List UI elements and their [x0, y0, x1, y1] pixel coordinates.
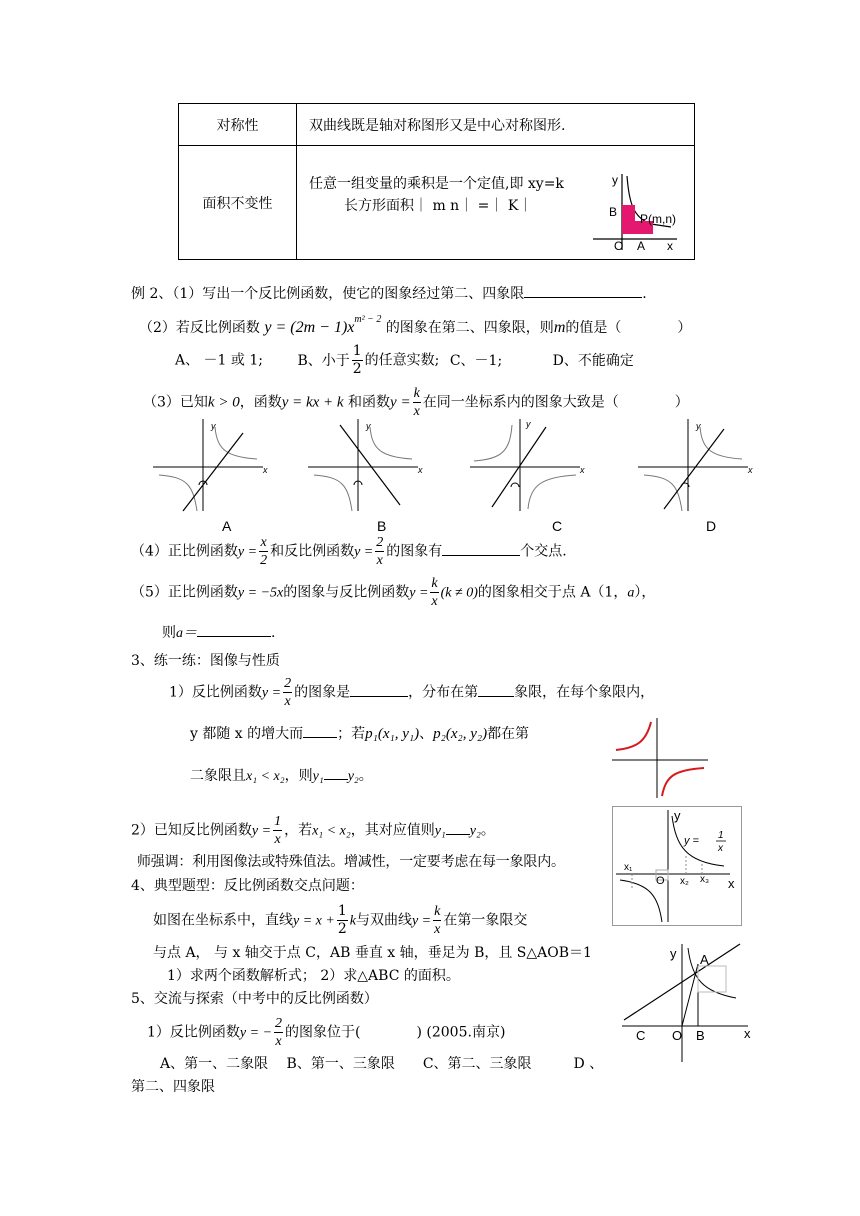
- ex2-q2-opt-b: B、小于: [297, 352, 350, 369]
- s5-q1-y: y = −: [239, 1025, 273, 1041]
- s4-graph-ghost: [698, 966, 726, 992]
- s3-title: 3、练一练：图像与性质: [131, 653, 280, 669]
- s4-l1-n: 1: [337, 903, 347, 919]
- area-fig-y-label: y: [612, 173, 618, 187]
- ex2-title: 例 2、（1）写出一个反比例函数，使它的图象经过第二、四象限: [131, 286, 525, 302]
- s3-p1-cond: x₁ < x₂: [246, 769, 285, 784]
- graph-c-curve-q2: [474, 425, 512, 461]
- ex2-q3-k: k > 0: [207, 394, 240, 411]
- s5-q1-pre: 1）反比例函数: [147, 1024, 240, 1041]
- area-line-2: 长方形面积｜ m n｜ =｜ K｜: [344, 198, 533, 214]
- ex2-q4-n1: x: [260, 535, 267, 550]
- ex2-q2-opt-d: D、不能确定: [552, 352, 634, 369]
- s3-p1-l2c: 都在第: [487, 726, 530, 742]
- area-fig-b-label: B: [609, 205, 618, 219]
- s3-p1-y2: y₂: [347, 769, 359, 784]
- ex2-q2-opt-b-num: 1: [352, 343, 362, 359]
- ex2-q5-mid: 的图象与反比例函数: [283, 584, 410, 601]
- table-content-symmetry: 双曲线既是轴对称图形又是中心对称图形.: [297, 104, 695, 146]
- s3-box-graph: [612, 806, 742, 926]
- s4-l1-f: y = x +: [293, 913, 335, 929]
- graph-label-b: B: [377, 518, 387, 534]
- graph-d-line: [664, 429, 724, 509]
- s3-p2-y2: y₂: [469, 823, 481, 839]
- area-fig-x-label: x: [667, 239, 673, 252]
- s3-p1-d: x: [284, 694, 291, 709]
- ex2-q2-pre: （2）若反比例函数: [139, 320, 260, 336]
- graph-d: [630, 415, 760, 515]
- ex2-q5: [131, 575, 655, 610]
- s5-options-2: 第二、四象限: [131, 1079, 215, 1095]
- ex2-q5-dot: .: [271, 625, 276, 641]
- ex2-q4-tail: 个交点.: [520, 543, 567, 560]
- graph-a-line: [183, 433, 243, 511]
- s4-graph: [620, 940, 760, 1065]
- s3-p1-blank-1: [350, 682, 408, 697]
- area-fig-o-label: O: [614, 239, 624, 252]
- ex2-q5-cond: (k ≠ 0): [440, 585, 478, 601]
- s4-line1: [153, 903, 527, 938]
- s3-box-graph-y: y: [674, 808, 681, 823]
- ex2-q5-end: 的图象相交于点 A（1，: [477, 584, 628, 601]
- svg-text:x: x: [580, 465, 585, 475]
- s4-l1-d: 2: [337, 921, 347, 937]
- s5-q1: [147, 1015, 505, 1050]
- s5-q1-n: 2: [275, 1016, 283, 1031]
- s5-options: A、第一、二象限 B、第一、三象限 C、第二、三象限 D 、: [160, 1056, 604, 1072]
- s3-p1-blank-4: [324, 765, 348, 780]
- svg-text:y: y: [526, 419, 531, 429]
- s3-p2-c: 。: [480, 822, 495, 839]
- s3-p2: [131, 813, 495, 848]
- ex2-q4-d1: 2: [260, 553, 268, 568]
- ex2-q3-f1: y = kx + k: [281, 394, 344, 411]
- s3-red-graph: [610, 716, 710, 800]
- graph-label-a: A: [222, 518, 232, 534]
- s3-p2-cond: x₁ < x₂: [312, 823, 351, 839]
- ex2-q5-then: 则: [162, 625, 176, 641]
- ex2-q2-exponent: m² − 2: [354, 314, 382, 326]
- s3-box-graph-x2: x₂: [680, 876, 689, 887]
- ex2-q2: [139, 314, 692, 337]
- ex2-q2-m: m: [553, 319, 566, 336]
- graph-b-curve-q3: [314, 475, 352, 511]
- ex2-q5-line2: [162, 622, 275, 642]
- ex2-q4-y2: y =: [354, 544, 374, 560]
- table-content-area: [297, 146, 695, 260]
- graph-c-curve-q4: [528, 475, 576, 509]
- ex2-q3-and: 和函数: [348, 394, 391, 411]
- s4-l1-mid: 与双曲线: [355, 912, 412, 929]
- s3-box-graph-x3: x₃: [700, 874, 710, 885]
- s3-p1-line3: [190, 765, 373, 785]
- s3-p2-d: x: [274, 832, 281, 847]
- ex2-q2-end: 的值是（ ）: [565, 320, 692, 336]
- s4-graph-y: y: [670, 946, 677, 961]
- ex2-q4-pre: （4）正比例函数: [131, 543, 238, 560]
- svg-text:y: y: [211, 421, 216, 431]
- s3-p1-l2a: y 都随 x 的增大而: [190, 726, 304, 742]
- s3-p1-line1: [169, 675, 654, 710]
- table-label-symmetry: 对称性: [179, 104, 297, 146]
- ex2-q2-opt-b-den: 2: [352, 361, 362, 377]
- s3-p2-b: ，其对应值则: [350, 822, 435, 839]
- s5-title: 5、交流与探索（中考中的反比例函数）: [131, 991, 378, 1007]
- s4-l1-end: 在第一象限交: [443, 912, 528, 929]
- ex2-q4-n2: 2: [376, 535, 384, 550]
- s5-q1-d: x: [275, 1034, 282, 1049]
- area-line-1: 任意一组变量的乘积是一个定值,即 xy=k: [309, 176, 564, 192]
- s4-graph-oa: [682, 964, 698, 1026]
- s3-p1-y: y =: [261, 685, 282, 701]
- table-label-area: 面积不变性: [179, 146, 297, 260]
- s3-p1-y1: y₁: [312, 769, 324, 784]
- graph-b-curve-q1: [370, 427, 412, 459]
- s4-title: 4、典型题型：反比例函数交点问题：: [131, 878, 364, 894]
- svg-text:y: y: [696, 421, 701, 431]
- ex2-q3-y: y =: [390, 394, 411, 411]
- svg-text:y: y: [366, 421, 371, 431]
- s4-l1-y: y =: [411, 913, 432, 929]
- s4-graph-c: C: [636, 1028, 646, 1043]
- graph-a: [145, 415, 275, 515]
- ex2-q4-mid: 和反比例函数: [270, 543, 355, 560]
- ex2-q2-options: [175, 343, 634, 378]
- s3-p1-point1: p₁(x₁, y₁): [365, 726, 420, 742]
- s3-p1-l3c: 。: [358, 768, 373, 784]
- s4-line3: 1）求两个函数解析式； 2）求△ABC 的面积。: [167, 968, 460, 984]
- ex2-q5-f: y = −5x: [237, 585, 284, 601]
- s4-graph-a: A: [700, 952, 709, 967]
- ex2-q5-y: y =: [409, 585, 429, 601]
- s3-box-graph-fn: 1: [718, 830, 724, 841]
- graph-label-c: C: [552, 518, 563, 534]
- ex2-q2-opt-b-post: 的任意实数;: [364, 352, 440, 369]
- s4-l1-kn: k: [434, 904, 441, 919]
- s3-p1-l2b: ；若: [337, 726, 366, 742]
- s4-l1-pre: 如图在坐标系中，直线: [153, 912, 293, 929]
- svg-text:x: x: [418, 465, 423, 475]
- s3-p1-pre: 1）反比例函数: [169, 684, 262, 701]
- s4-graph-o: O: [672, 1028, 683, 1043]
- s4-l1-k: k: [349, 913, 356, 929]
- area-fig-a-label: A: [637, 239, 646, 252]
- ex2-q5-a: a: [627, 585, 635, 601]
- property-table: [178, 103, 695, 260]
- ex2-q5-blank: [197, 622, 271, 637]
- s3-p2-y: y =: [251, 823, 272, 839]
- s3-box-graph-x: x: [728, 876, 735, 891]
- area-fig-p-label: P(m,n): [640, 212, 676, 226]
- ex2-q4-end: 的图象有: [386, 543, 443, 560]
- s4-l1-kd: x: [434, 922, 441, 937]
- s3-p1-blank-2: [478, 682, 514, 697]
- s3-p1-l3a: 二象限且: [190, 768, 246, 784]
- s5-q1-end: 的图象位于( ) (2005.南京): [285, 1024, 506, 1041]
- s3-p1-a: 的图象是: [294, 684, 351, 701]
- ex2-q3-den: x: [413, 404, 420, 419]
- ex2-q3-num: k: [413, 386, 420, 401]
- s3-p1-line2: [190, 723, 529, 743]
- svg-text:x: x: [263, 465, 268, 475]
- svg-text:x: x: [748, 465, 753, 475]
- s3-p1-blank-3: [303, 723, 337, 738]
- s3-p1-n: 2: [284, 676, 292, 691]
- ex2-q4-blank: [442, 541, 520, 556]
- ex2-q5-d: x: [431, 594, 438, 609]
- s3-p1-point2: p₂(x₂, y₂): [433, 726, 488, 742]
- area-figure: [585, 172, 680, 252]
- ex2-q5-n: k: [431, 576, 438, 591]
- s3-box-graph-o: O: [656, 875, 665, 887]
- s3-red-graph-curve-q4: [662, 768, 704, 796]
- s3-p1-b: ，分布在第: [408, 684, 479, 701]
- s3-p1-l3b: ，则: [284, 768, 313, 784]
- s3-box-graph-x1: x₁: [624, 862, 633, 873]
- ex2-q2-opt-a: A、 －1 或 1;: [175, 352, 263, 369]
- graph-b: [300, 415, 430, 515]
- graph-c-origin-arc: [511, 483, 519, 487]
- ex2-q5-eq: a＝: [176, 626, 197, 641]
- s3-box-graph-fy: y =: [684, 835, 699, 847]
- graph-a-curve-q3: [159, 475, 197, 511]
- graph-c: [462, 415, 592, 515]
- ex2-q4: [131, 534, 567, 569]
- ex2-q4-y1: y =: [237, 544, 258, 560]
- ex2-q4-d2: x: [376, 553, 383, 568]
- s3-red-graph-curve-q2: [616, 722, 651, 750]
- ex2-q2-formula: y = (2m − 1)x: [264, 319, 355, 336]
- ex2-q5-pre: （5）正比例函数: [131, 584, 238, 601]
- s3-note: 师强调：利用图像法或特殊值法。增减性，一定要考虑在每一象限内。: [137, 854, 565, 870]
- ex2-q2-opt-c: C、－1;: [449, 352, 503, 369]
- s4-graph-x: x: [744, 1026, 751, 1041]
- s3-p2-blank: [446, 820, 470, 835]
- s3-p2-pre: 2）已知反比例函数: [131, 822, 252, 839]
- graph-d-curve-q1: [700, 427, 742, 459]
- s3-p2-a: ，若: [284, 822, 313, 839]
- graph-b-line: [340, 425, 400, 505]
- ex2-q5-close: ），: [634, 584, 656, 601]
- ex2-q3-mid: ，函数: [239, 394, 282, 411]
- s4-graph-b: B: [696, 1028, 705, 1043]
- s3-p2-y1: y₁: [434, 823, 446, 839]
- s3-p1-sep: 、: [419, 726, 434, 742]
- ex2-q3-pre: （3）已知: [143, 394, 208, 411]
- ex2-q1: 例 2、（1）写出一个反比例函数，使它的图象经过第二、四象限 .: [131, 283, 647, 303]
- s3-p1-c: 象限，在每个象限内，: [514, 684, 655, 701]
- ex2-q2-post: 的图象在第二、四象限，则: [385, 320, 554, 336]
- s4-line2: 与点 A， 与 x 轴交于点 C，AB 垂直 x 轴，垂足为 B，且 S△AOB＝1: [153, 945, 592, 961]
- ex2-q3-end: 在同一坐标系内的图象大致是（ ）: [422, 394, 689, 411]
- s3-p2-n: 1: [274, 814, 282, 829]
- graph-label-d: D: [706, 518, 717, 534]
- s3-box-graph-fd: x: [718, 843, 723, 854]
- ex2-q1-blank: [524, 283, 642, 298]
